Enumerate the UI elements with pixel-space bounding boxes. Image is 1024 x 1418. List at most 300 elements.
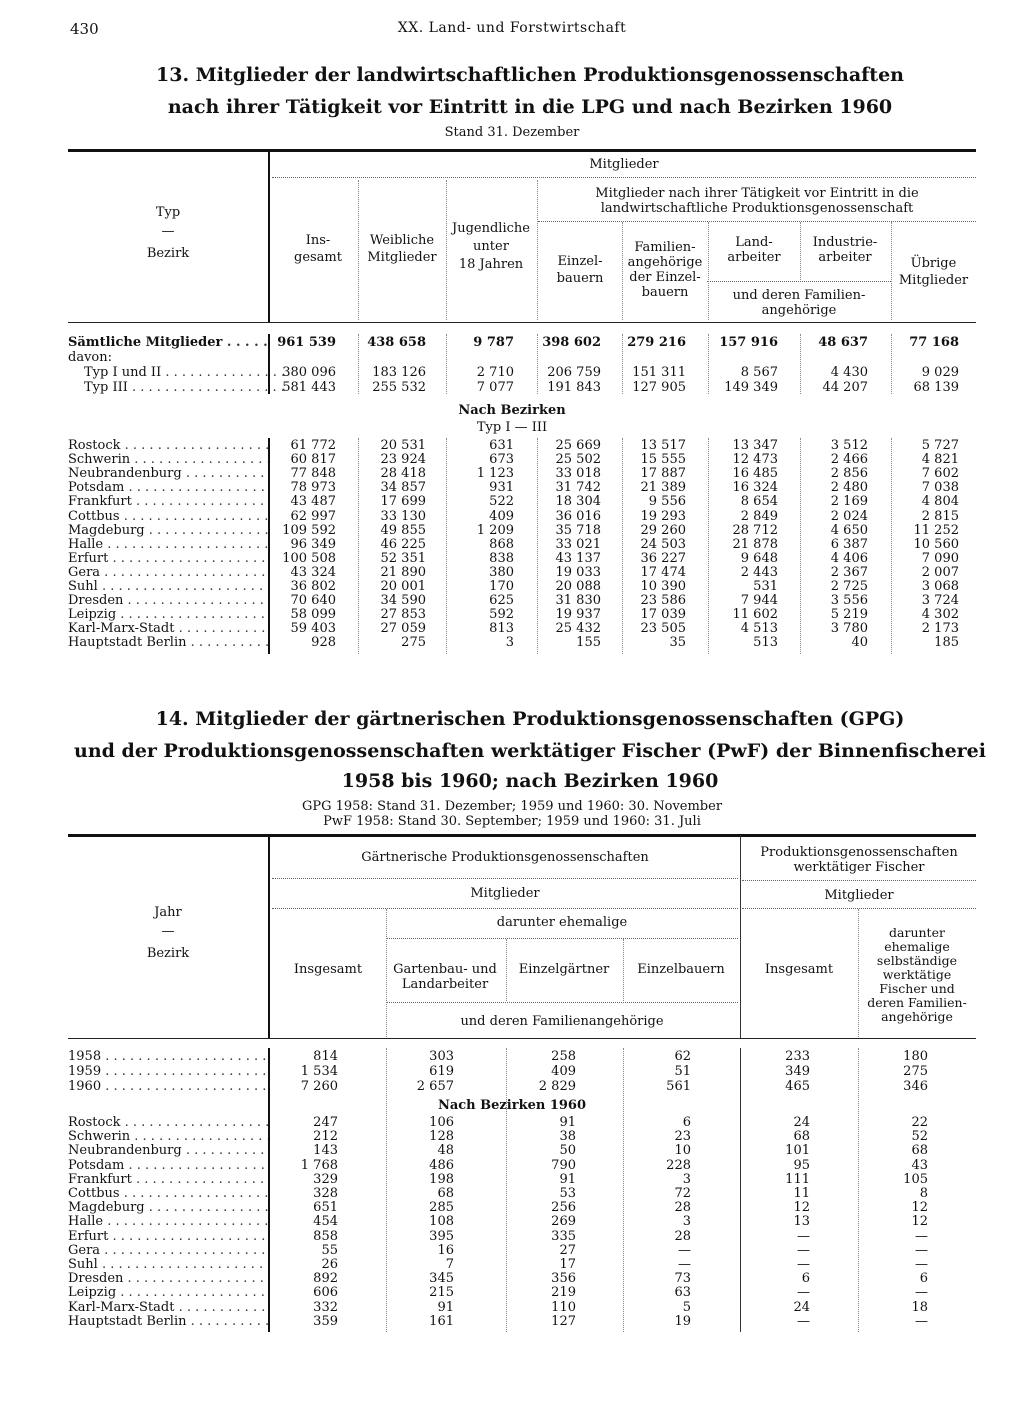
t14-section-label: Nach Bezirken 1960	[437, 1098, 587, 1113]
t13-bezirk-row	[0, 524, 1024, 538]
cell-value: 332	[313, 1299, 338, 1315]
t13-section-sub: Typ I — III	[476, 420, 548, 435]
cell-value: —	[915, 1313, 928, 1329]
cell-value: 228	[666, 1157, 691, 1173]
t14-subtitle-line1: GPG 1958: Stand 31. Dezember; 1959 und 1960: 30. November	[301, 799, 723, 814]
cell-value: 61 772	[290, 438, 336, 453]
cell-value: 21 389	[640, 480, 686, 496]
cell-value: 11	[793, 1186, 810, 1201]
cell-value: 858	[313, 1228, 338, 1244]
t14-title-line1: 14. Mitglieder der gärtnerischen Produktionsgenossenschaften (GPG)	[155, 708, 905, 730]
t13-bezirk-row	[0, 439, 1024, 453]
t14-year-row	[0, 1080, 1024, 1094]
cell-value: 108	[429, 1214, 454, 1230]
cell-value: 7 090	[921, 550, 959, 566]
cell-value: 17 887	[640, 466, 686, 482]
t13-bezirk-row	[0, 467, 1024, 481]
cell-value: 233	[785, 1049, 810, 1064]
cell-value: 110	[551, 1299, 576, 1315]
cell-value: 3 780	[830, 621, 868, 637]
row-label: Frankfurt . . .	[68, 1173, 268, 1187]
cell-value: 19 937	[555, 607, 601, 623]
cell-value: 1 123	[476, 466, 514, 482]
t14-head-darunter: darunter ehemalige	[496, 915, 628, 930]
t14-bezirk-row	[0, 1173, 1024, 1187]
t13-bezirk-row	[0, 580, 1024, 594]
cell-value: 44 207	[822, 380, 868, 395]
cell-value: 149 349	[724, 380, 778, 395]
cell-value: 303	[429, 1049, 454, 1064]
t14-bezirk-row	[0, 1187, 1024, 1201]
cell-value: 513	[753, 635, 778, 651]
cell-value: 409	[551, 1064, 576, 1079]
cell-value: 35	[669, 635, 686, 651]
cell-value: 17 039	[640, 607, 686, 623]
cell-value: 19 293	[640, 508, 686, 524]
cell-value: 63	[674, 1285, 691, 1301]
row-label: Magdeburg . . .	[68, 524, 268, 538]
cell-value: —	[678, 1242, 691, 1258]
cell-value: 219	[551, 1285, 576, 1301]
cell-value: 19 033	[555, 564, 601, 580]
row-label: Suhl . . .	[68, 1258, 268, 1272]
cell-value: 279 216	[627, 335, 686, 350]
cell-value: 157 916	[719, 335, 778, 350]
row-label: Schwerin . . .	[68, 453, 268, 467]
cell-value: 49 855	[380, 522, 426, 538]
row-label: Sämtliche Mitglieder . . .	[68, 336, 268, 350]
page-number: 430	[70, 20, 99, 38]
cell-value: 790	[551, 1157, 576, 1173]
row-label: Rostock . . .	[68, 1116, 268, 1130]
t14-head-undderen: und deren Familienangehörige	[460, 1014, 664, 1029]
cell-value: 7	[445, 1257, 454, 1272]
t13-head-land-l2: arbeiter	[727, 250, 781, 265]
t14-head-gartenbau-l1: Gartenbau- und	[393, 962, 497, 977]
t14-bezirk-row	[0, 1258, 1024, 1272]
cell-value: 380 096	[282, 365, 336, 380]
cell-value: 619	[429, 1064, 454, 1079]
row-label: Erfurt . . .	[68, 552, 268, 566]
row-label: Hauptstadt Berlin . . .	[68, 1315, 268, 1329]
cell-value: 673	[489, 452, 514, 468]
cell-value: 60 817	[290, 452, 336, 468]
cell-value: 2 024	[830, 508, 868, 524]
cell-value: 25 502	[555, 452, 601, 468]
cell-value: 12 473	[732, 452, 778, 468]
cell-value: 180	[903, 1049, 928, 1064]
cell-value: 206 759	[547, 365, 601, 380]
cell-value: 46 225	[380, 536, 426, 552]
cell-value: 2 849	[740, 508, 778, 524]
cell-value: 161	[429, 1313, 454, 1329]
cell-value: 2 657	[416, 1079, 454, 1094]
cell-value: 581 443	[282, 380, 336, 395]
cell-value: 12	[793, 1200, 810, 1216]
t14-head-dash: —	[161, 924, 175, 939]
cell-value: 17 699	[380, 494, 426, 510]
cell-value: 78 973	[290, 480, 336, 496]
cell-value: 28 712	[732, 522, 778, 538]
cell-value: 15 555	[640, 452, 686, 468]
cell-value: 111	[785, 1171, 810, 1187]
cell-value: 35 718	[555, 522, 601, 538]
cell-value: 3 556	[830, 593, 868, 609]
cell-value: 3	[682, 1214, 691, 1230]
cell-value: 465	[785, 1079, 810, 1094]
cell-value: 127 905	[632, 380, 686, 395]
cell-value: 40	[851, 635, 868, 651]
cell-value: 48 637	[818, 335, 868, 350]
cell-value: 10	[674, 1143, 691, 1159]
cell-value: 359	[313, 1313, 338, 1329]
cell-value: —	[797, 1313, 810, 1329]
cell-value: 4 650	[830, 522, 868, 538]
cell-value: 398 602	[542, 335, 601, 350]
cell-value: 2 466	[830, 452, 868, 468]
cell-value: 2 815	[921, 508, 959, 524]
t13-head-familien-l1: Familien-	[634, 240, 696, 255]
t13-head-typ: Typ	[155, 205, 181, 220]
cell-value: 2 173	[921, 621, 959, 637]
cell-value: 96 349	[290, 536, 336, 552]
cell-value: 58 099	[290, 607, 336, 623]
cell-value: 34 590	[380, 593, 426, 609]
cell-value: 561	[666, 1079, 691, 1094]
t13-head-weibliche-l2: Mitglieder	[367, 250, 437, 265]
cell-value: 72	[674, 1186, 691, 1201]
cell-value: 3 068	[921, 579, 959, 594]
cell-value: 592	[489, 607, 514, 623]
t14-head-insgesamt: Insgesamt	[293, 962, 363, 977]
cell-value: 143	[313, 1143, 338, 1159]
cell-value: 1 209	[476, 522, 514, 538]
cell-value: 43 324	[290, 564, 336, 580]
cell-value: 10 390	[640, 579, 686, 594]
cell-value: 43	[911, 1157, 928, 1173]
cell-value: 11 252	[913, 522, 959, 538]
cell-value: 105	[903, 1171, 928, 1187]
cell-value: 4 430	[830, 365, 868, 380]
row-label: Leipzig . . .	[68, 608, 268, 622]
t14-title-line3: 1958 bis 1960; nach Bezirken 1960	[341, 770, 719, 792]
cell-value: 23	[674, 1129, 691, 1145]
cell-value: —	[797, 1228, 810, 1244]
cell-value: 380	[489, 564, 514, 580]
cell-value: 346	[903, 1079, 928, 1094]
cell-value: 6 387	[830, 536, 868, 552]
cell-value: 4 302	[921, 607, 959, 623]
t13-head-land-l1: Land-	[735, 235, 773, 250]
cell-value: 606	[313, 1285, 338, 1301]
t13-section-label: Nach Bezirken	[458, 403, 566, 418]
cell-value: 9 787	[473, 335, 514, 350]
t14-head-gartenbau-l2: Landarbeiter	[401, 977, 489, 992]
cell-value: 17	[559, 1257, 576, 1272]
cell-value: 20 001	[380, 579, 426, 594]
t14-bezirk-row	[0, 1130, 1024, 1144]
cell-value: 3	[505, 635, 514, 651]
row-label: Gera . . .	[68, 566, 268, 580]
cell-value: 11 602	[732, 607, 778, 623]
cell-value: 29 260	[640, 522, 686, 538]
cell-value: 255 532	[372, 380, 426, 395]
cell-value: 8 654	[740, 494, 778, 510]
t13-summary-row	[0, 366, 1024, 380]
cell-value: 269	[551, 1214, 576, 1230]
cell-value: 13 517	[640, 438, 686, 453]
t14-bezirk-row	[0, 1201, 1024, 1215]
t14-head-ehem-l5: Fischer und	[879, 981, 955, 996]
row-label: Halle . . .	[68, 1215, 268, 1229]
cell-value: 631	[489, 438, 514, 453]
cell-value: 33 130	[380, 508, 426, 524]
row-label: Schwerin . . .	[68, 1130, 268, 1144]
t14-head-insgesamt2: Insgesamt	[764, 962, 834, 977]
cell-value: 258	[551, 1049, 576, 1064]
cell-value: 345	[429, 1271, 454, 1287]
cell-value: 36 802	[290, 579, 336, 594]
cell-value: 814	[313, 1049, 338, 1064]
t13-bezirk-row	[0, 510, 1024, 524]
cell-value: 5	[682, 1299, 691, 1315]
cell-value: 91	[559, 1115, 576, 1130]
cell-value: 23 586	[640, 593, 686, 609]
t14-head-ehem-l6: deren Familien-	[867, 995, 967, 1010]
row-label: Halle . . .	[68, 538, 268, 552]
cell-value: 4 804	[921, 494, 959, 510]
t14-bezirk-row	[0, 1144, 1024, 1158]
cell-value: 21 878	[732, 536, 778, 552]
cell-value: 33 021	[555, 536, 601, 552]
cell-value: 4 406	[830, 550, 868, 566]
cell-value: 247	[313, 1115, 338, 1130]
t13-bezirk-row	[0, 566, 1024, 580]
cell-value: 36 227	[640, 550, 686, 566]
cell-value: 486	[429, 1157, 454, 1173]
t13-head-undderen-l1: und deren Familien-	[732, 288, 866, 303]
cell-value: —	[678, 1257, 691, 1272]
cell-value: 838	[489, 550, 514, 566]
t13-head-einzel-l2: bauern	[556, 271, 604, 286]
t13-head-insgesamt-l1: Ins-	[305, 233, 331, 248]
t14-head-einzelbauern: Einzelbauern	[637, 962, 725, 977]
cell-value: 68	[793, 1129, 810, 1145]
t14-head-ehem-l4: werktätige	[882, 967, 952, 982]
cell-value: 43 487	[290, 494, 336, 510]
cell-value: 28 418	[380, 466, 426, 482]
cell-value: 531	[753, 579, 778, 594]
cell-value: 26	[321, 1257, 338, 1272]
cell-value: 813	[489, 621, 514, 637]
row-label: Rostock . . .	[68, 439, 268, 453]
t14-bezirk-row	[0, 1315, 1024, 1329]
t14-bezirk-row	[0, 1286, 1024, 1300]
cell-value: 68	[437, 1186, 454, 1201]
t13-head-mitglieder: Mitglieder	[589, 157, 659, 172]
cell-value: 454	[313, 1214, 338, 1230]
cell-value: 18	[911, 1299, 928, 1315]
t13-head-weibliche-l1: Weibliche	[369, 233, 435, 248]
t13-head-uebrige-l1: Übrige	[910, 256, 957, 271]
cell-value: 31 830	[555, 593, 601, 609]
t14-bezirk-row	[0, 1272, 1024, 1286]
cell-value: 17 474	[640, 564, 686, 580]
row-label: 1959 . . .	[68, 1065, 268, 1079]
cell-value: 6	[919, 1271, 928, 1287]
t13-head-jugend-l1: Jugendliche	[452, 221, 530, 236]
cell-value: 38	[559, 1129, 576, 1145]
cell-value: 185	[934, 635, 959, 651]
row-label: Erfurt . . .	[68, 1230, 268, 1244]
cell-value: 22	[911, 1115, 928, 1130]
cell-value: 31 742	[555, 480, 601, 496]
cell-value: 24 503	[640, 536, 686, 552]
cell-value: 328	[313, 1186, 338, 1201]
cell-value: 95	[793, 1157, 810, 1173]
cell-value: 13 347	[732, 438, 778, 453]
cell-value: 9 556	[648, 494, 686, 510]
cell-value: 256	[551, 1200, 576, 1216]
cell-value: 651	[313, 1200, 338, 1216]
cell-value: 892	[313, 1271, 338, 1287]
cell-value: 285	[429, 1200, 454, 1216]
t13-head-taetigkeit-l1: Mitglieder nach ihrer Tätigkeit vor Eintritt in die	[595, 186, 919, 201]
cell-value: 48	[437, 1143, 454, 1159]
row-label: Dresden . . .	[68, 594, 268, 608]
cell-value: 59 403	[290, 621, 336, 637]
t13-head-familien-l3: der Einzel-	[629, 270, 701, 285]
cell-value: —	[797, 1242, 810, 1258]
cell-value: 27 059	[380, 621, 426, 637]
t14-bezirk-row	[0, 1301, 1024, 1315]
cell-value: 215	[429, 1285, 454, 1301]
cell-value: 7 077	[476, 380, 514, 395]
cell-value: 16	[437, 1242, 454, 1258]
t13-head-undderen-l2: angehörige	[761, 303, 837, 318]
cell-value: 868	[489, 536, 514, 552]
t14-bezirk-row	[0, 1116, 1024, 1130]
cell-value: 931	[489, 480, 514, 496]
cell-value: 109 592	[282, 522, 336, 538]
cell-value: 19	[674, 1313, 691, 1329]
t14-head-gpg: Gärtnerische Produktionsgenossenschaften	[361, 850, 649, 865]
cell-value: 438 658	[367, 335, 426, 350]
cell-value: 100 508	[282, 550, 336, 566]
t13-head-familien-l4: bauern	[641, 285, 689, 300]
t13-summary-row	[0, 336, 1024, 350]
cell-value: 349	[785, 1064, 810, 1079]
cell-value: 33 018	[555, 466, 601, 482]
cell-value: 24	[793, 1299, 810, 1315]
cell-value: 2 007	[921, 564, 959, 580]
cell-value: 36 016	[555, 508, 601, 524]
cell-value: 50	[559, 1143, 576, 1159]
cell-value: 9 029	[921, 365, 959, 380]
cell-value: —	[915, 1257, 928, 1272]
cell-value: 21 890	[380, 564, 426, 580]
cell-value: 6	[682, 1115, 691, 1130]
cell-value: —	[915, 1228, 928, 1244]
row-label: Dresden . . .	[68, 1272, 268, 1286]
cell-value: 356	[551, 1271, 576, 1287]
cell-value: 2 725	[830, 579, 868, 594]
t13-head-dash: —	[161, 224, 175, 239]
cell-value: 170	[489, 579, 514, 594]
cell-value: 8 567	[740, 365, 778, 380]
t13-bezirk-row	[0, 622, 1024, 636]
cell-value: 3 724	[921, 593, 959, 609]
t13-title-line1: 13. Mitglieder der landwirtschaftlichen Produktionsgenossenschaften	[156, 64, 904, 86]
cell-value: 52 351	[380, 550, 426, 566]
cell-value: 20 088	[555, 579, 601, 594]
t14-head-ehem-l1: darunter	[889, 925, 945, 940]
cell-value: 101	[785, 1143, 810, 1159]
cell-value: 4 513	[740, 621, 778, 637]
t14-head-bezirk: Bezirk	[146, 946, 190, 961]
row-label: Neubrandenburg . . .	[68, 467, 268, 481]
cell-value: 51	[674, 1064, 691, 1079]
cell-value: 329	[313, 1171, 338, 1187]
t13-title-line2: nach ihrer Tätigkeit vor Eintritt in die LPG und nach Bezirken 1960	[167, 96, 893, 118]
cell-value: 128	[429, 1129, 454, 1145]
t13-bezirk-row	[0, 481, 1024, 495]
cell-value: 2 710	[476, 365, 514, 380]
row-label: Typ III . . .	[84, 381, 284, 395]
cell-value: 3	[682, 1171, 691, 1187]
cell-value: 16 324	[732, 480, 778, 496]
row-label: Potsdam . . .	[68, 1159, 268, 1173]
cell-value: 25 669	[555, 438, 601, 453]
t14-title-line2: und der Produktionsgenossenschaften werktätiger Fischer (PwF) der Binnenfischerei	[74, 740, 986, 762]
t13-head-einzel-l1: Einzel-	[557, 254, 603, 269]
cell-value: 625	[489, 593, 514, 609]
row-label: Potsdam . . .	[68, 481, 268, 495]
row-label: davon:	[68, 351, 112, 365]
cell-value: 9 648	[740, 550, 778, 566]
row-label: 1960 . . .	[68, 1080, 268, 1094]
t13-bezirk-row	[0, 495, 1024, 509]
t13-bezirk-row	[0, 538, 1024, 552]
row-label: 1958 . . .	[68, 1050, 268, 1064]
cell-value: 335	[551, 1228, 576, 1244]
running-head: XX. Land- und Forstwirtschaft	[397, 20, 627, 36]
cell-value: 522	[489, 494, 514, 510]
cell-value: 23 505	[640, 621, 686, 637]
row-label: Karl-Marx-Stadt . . .	[68, 1301, 268, 1315]
row-label: Magdeburg . . .	[68, 1201, 268, 1215]
t14-head-pwf-l1: Produktionsgenossenschaften	[760, 845, 958, 860]
cell-value: 127	[551, 1313, 576, 1329]
t13-subtitle: Stand 31. Dezember	[444, 125, 580, 140]
cell-value: 24	[793, 1115, 810, 1130]
cell-value: 155	[576, 635, 601, 651]
t14-head-mitglieder: Mitglieder	[470, 886, 540, 901]
cell-value: 28	[674, 1200, 691, 1216]
row-label: Leipzig . . .	[68, 1286, 268, 1300]
cell-value: 25 432	[555, 621, 601, 637]
cell-value: 409	[489, 508, 514, 524]
row-label: Gera . . .	[68, 1244, 268, 1258]
cell-value: —	[797, 1285, 810, 1301]
t13-head-uebrige-l2: Mitglieder	[898, 273, 969, 288]
t14-head-ehem-l3: selbständige	[876, 953, 958, 968]
cell-value: 6	[801, 1271, 810, 1287]
cell-value: 8	[919, 1186, 928, 1201]
cell-value: 275	[903, 1064, 928, 1079]
cell-value: 2 856	[830, 466, 868, 482]
cell-value: —	[797, 1257, 810, 1272]
